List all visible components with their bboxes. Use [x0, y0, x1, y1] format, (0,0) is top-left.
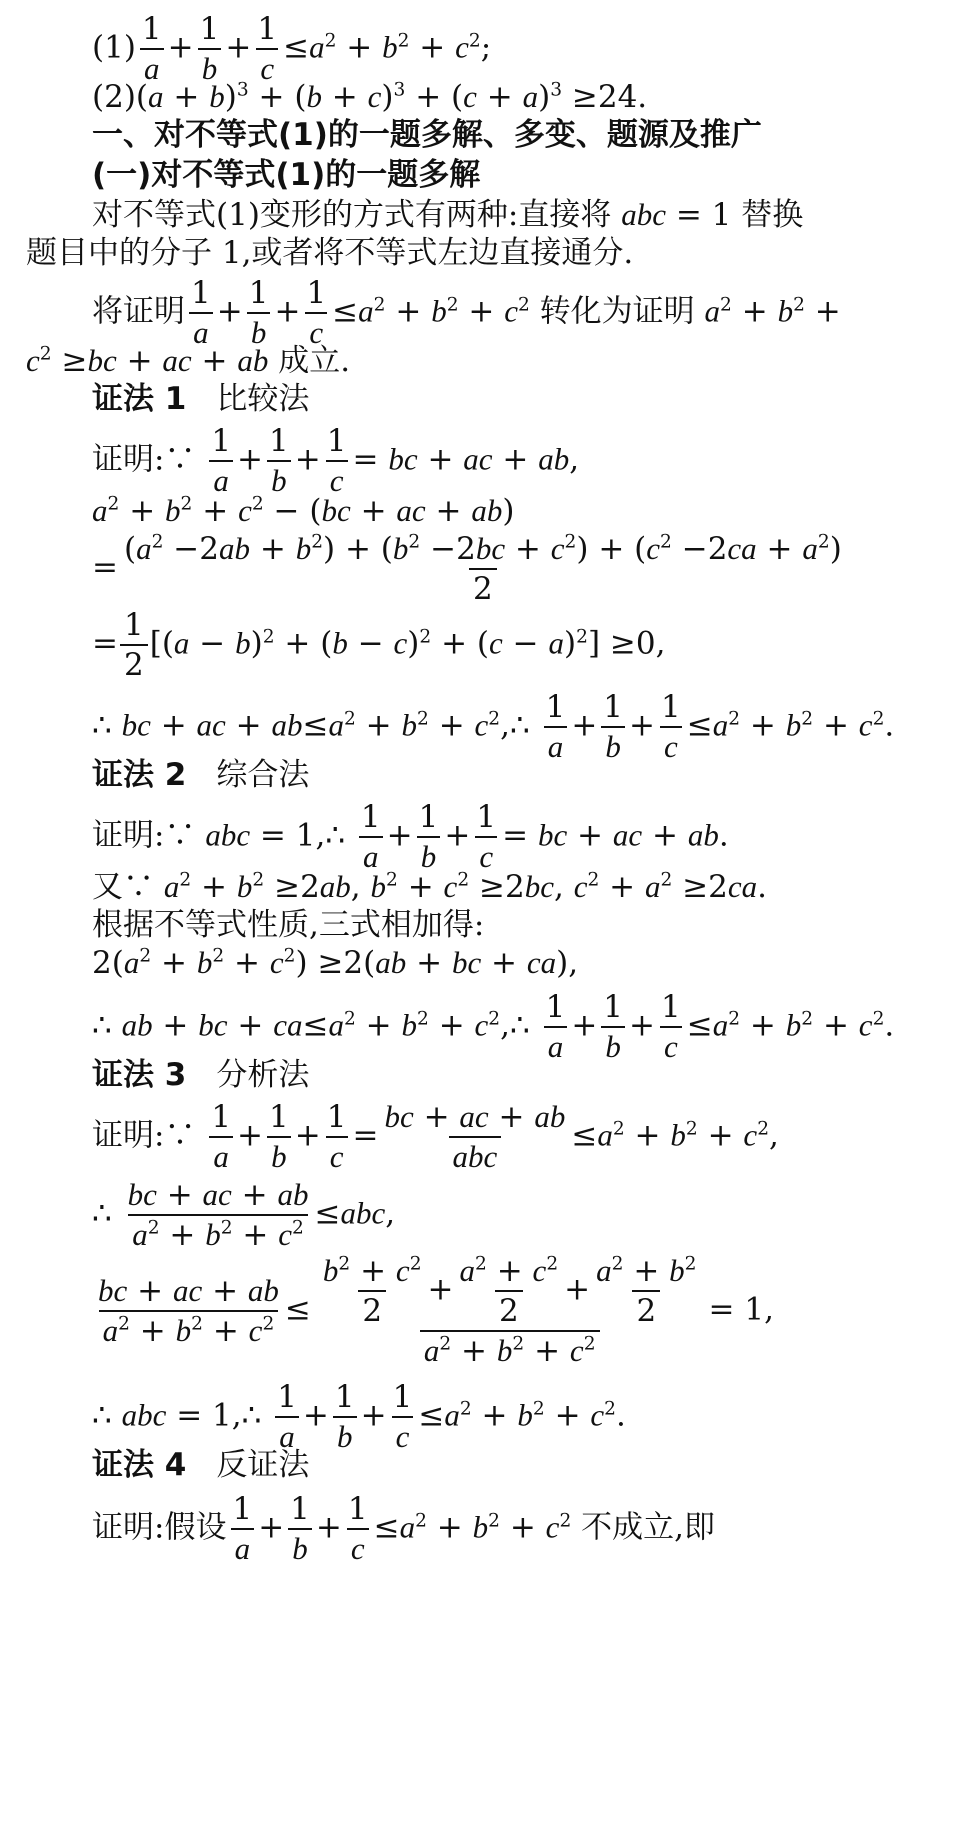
intro-line-3: 将证明 $\frac{1}{a}$ + $\frac{1}{b}$ + $\frac{1}{c}$ $\le a^2 + b^2 + c^2$ 转化为证明 $a^2 + b^2$ +: [92, 275, 841, 351]
method1-line-2: $a^2 + b^2 + c^2 - (bc$ + ac + ab): [92, 493, 515, 529]
method4-line-1: 证明:假设 $\frac{1}{a}$ + $\frac{1}{b}$ + $\frac{1}{c}$ $\le a^2 + b^2 + c^2$ 不成立,即: [92, 1491, 715, 1567]
method2-line-5: ∴ ab + bc + $ca\le a^2 + b^2$ + $c^2,\therefore$ $\frac{1}{a}$ + $\frac{1}{b}$ + $\frac{1}{c}$ $\le a^2 + b^2 + c^2$.: [92, 989, 895, 1065]
method3-line-4: ∴ abc = 1,∴ $\frac{1}{a}$ + $\frac{1}{b}$ + $\frac{1}{c}$ $\le a^2 + b^2 + c^2$.: [92, 1379, 626, 1455]
method3-line-3: $\frac{bc + ac + ab}{a^2 + b^2 + c^2}$ ≤ $\frac{b^2 + c^2}{2}$ + $\frac{a^2 + c^2}{2}$ + $\frac{a^2 + b^2}{2}$ $a^2 + b^2 + c^2$ = 1,: [98, 1253, 774, 1370]
method2-line-2: 又∵ $a^2 + b^2 \ge 2ab$, $b^2 + c^2 \ge 2bc$, $c^2 + a^2 \ge 2ca$.: [92, 869, 768, 905]
method4-heading: 证法 4 反证法: [92, 1447, 310, 1483]
problem-part2: $(2)(a + b)^3 + (b + c)^3 + (c + a)^3 \ge 24$.: [92, 79, 648, 115]
intro-line-1: 对不等式(1)变形的方式有两种:直接将 abc = 1 替换: [92, 197, 804, 233]
method3-line-1: 证明:∵ $\frac{1}{a}$ + $\frac{1}{b}$ + $\frac{1}{c}$ = $\frac{bc + ac + ab}{\text{abc}}$ $\le a^2 + b^2 + c^2$,: [92, 1099, 779, 1175]
section-heading: 一、对不等式(1)的一题多解、多变、题源及推广: [92, 117, 762, 153]
method2-heading: 证法 2 综合法: [92, 757, 310, 793]
method2-line-3: 根据不等式性质,三式相加得:: [92, 907, 485, 943]
intro-line-2: 题目中的分子 1,或者将不等式左边直接通分.: [26, 235, 634, 271]
method1-line-5: ∴ bc + ac + $ab\le a^2 + b^2$ + $c^2,\therefore$ $\frac{1}{a}$ + $\frac{1}{b}$ + $\frac{1}{c}$ $\le a^2 + b^2 + c^2$.: [92, 689, 895, 765]
method2-line-4: $2(a^2 + b^2 + c^2) \ge 2(ab$ + bc + ca),: [92, 945, 579, 981]
method1-line-3: = $\frac{(a^2 -2ab + b^2) + (b^2 -2bc + c^2) + (c^2 -2ca + a^2)}{2}$: [92, 531, 842, 608]
problem-part1: (1) $\frac{1}{a}$ + $\frac{1}{b}$ + $\frac{1}{c}$ $\le a^2 + b^2 + c^2$;: [92, 11, 492, 87]
subsection-heading: (一)对不等式(1)的一题多解: [92, 157, 481, 193]
method2-line-1: 证明:∵ abc = 1,∴ $\frac{1}{a}$ + $\frac{1}{b}$ + $\frac{1}{c}$ = bc + ac + ab.: [92, 799, 729, 875]
method1-heading: 证法 1 比较法: [92, 381, 310, 417]
method3-line-2: ∴ $\frac{bc + ac + ab}{a^2 + b^2 + c^2}$ ≤abc,: [92, 1177, 396, 1254]
intro-line-4: $c^2 \ge bc$ + ac + ab 成立.: [26, 343, 351, 379]
method1-line-4: = $\frac{1}{2}$ $[(a - b)^2 + (b - c)^2 + (c - a)^2] \ge 0$,: [92, 607, 666, 684]
method1-line-1: 证明:∵ $\frac{1}{a}$ + $\frac{1}{b}$ + $\frac{1}{c}$ = bc + ac + ab,: [92, 423, 580, 499]
method3-heading: 证法 3 分析法: [92, 1057, 310, 1093]
